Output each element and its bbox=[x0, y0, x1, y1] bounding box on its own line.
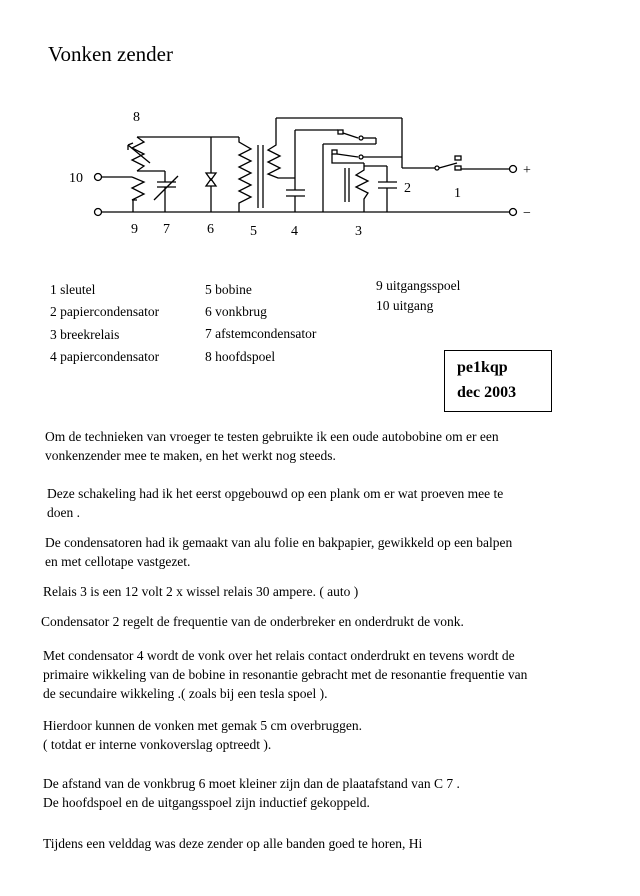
label-9: 9 bbox=[131, 222, 138, 237]
date: dec 2003 bbox=[457, 384, 517, 401]
legend-item: 7 afstemcondensator bbox=[205, 326, 317, 341]
circuit-diagram bbox=[60, 100, 560, 245]
paragraph: Tijdens een velddag was deze zender op alle banden goed te horen, Hi bbox=[43, 836, 423, 851]
label-6: 6 bbox=[207, 222, 214, 237]
paragraph: Relais 3 is een 12 volt 2 x wissel relais 30 ampere. ( auto ) bbox=[43, 584, 359, 599]
label-2: 2 bbox=[404, 181, 411, 196]
label-10: 10 bbox=[69, 171, 83, 186]
legend-item: 2 papiercondensator bbox=[50, 304, 160, 319]
legend-item: 1 sleutel bbox=[50, 282, 96, 297]
label-4: 4 bbox=[291, 224, 298, 239]
legend-item: 4 papiercondensator bbox=[50, 349, 160, 364]
minus-terminal bbox=[510, 209, 517, 216]
paragraph: Hierdoor kunnen de vonken met gemak 5 cm overbruggen. ( totdat er interne vonkoverslag optreedt ). bbox=[43, 718, 363, 752]
paragraph: Met condensator 4 wordt de vonk over het relais contact onderdrukt en tevens wordt de primaire wikkeling van de bobine in resonantie gebracht met de resonantie frequentie van de secundaire wikkeling .( zoals bij een tesla spoel ). bbox=[43, 648, 528, 701]
label-1: 1 bbox=[454, 186, 461, 201]
label-3: 3 bbox=[355, 224, 362, 239]
legend-item: 6 vonkbrug bbox=[205, 304, 267, 319]
paragraph: De afstand van de vonkbrug 6 moet kleiner zijn dan de plaatafstand van C 7 . De hoofdspoel en de uitgangsspoel zijn inductief gekoppeld. bbox=[43, 776, 460, 810]
legend-item: 9 uitgangsspoel bbox=[376, 278, 461, 293]
legend-item: 5 bobine bbox=[205, 282, 252, 297]
label-5: 5 bbox=[250, 224, 257, 239]
plus-terminal bbox=[510, 166, 517, 173]
paragraph: Deze schakeling had ik het eerst opgebouwd op een plank om er wat proeven mee te doen . bbox=[47, 486, 504, 520]
label-8: 8 bbox=[133, 110, 140, 125]
paragraph: Om de technieken van vroeger te testen gebruikte ik een oude autobobine om er een vonkenzender mee te maken, en het werkt nog steeds. bbox=[45, 429, 499, 463]
legend-item: 10 uitgang bbox=[376, 298, 434, 313]
label-7: 7 bbox=[163, 222, 170, 237]
output-terminal bbox=[95, 174, 102, 181]
callsign: pe1kqp bbox=[457, 359, 508, 376]
label-minus: − bbox=[523, 206, 531, 221]
legend-item: 3 breekrelais bbox=[50, 327, 120, 342]
paragraph: Condensator 2 regelt de frequentie van de onderbreker en onderdrukt de vonk. bbox=[41, 614, 464, 629]
page-title: Vonken zender bbox=[48, 42, 173, 66]
output-terminal-ground bbox=[95, 209, 102, 216]
label-plus: + bbox=[523, 163, 531, 178]
legend-item: 8 hoofdspoel bbox=[205, 349, 276, 364]
paragraph: De condensatoren had ik gemaakt van alu folie en bakpapier, gewikkeld op een balpen en met cellotape vastgezet. bbox=[45, 535, 513, 569]
signature-box bbox=[444, 350, 552, 412]
